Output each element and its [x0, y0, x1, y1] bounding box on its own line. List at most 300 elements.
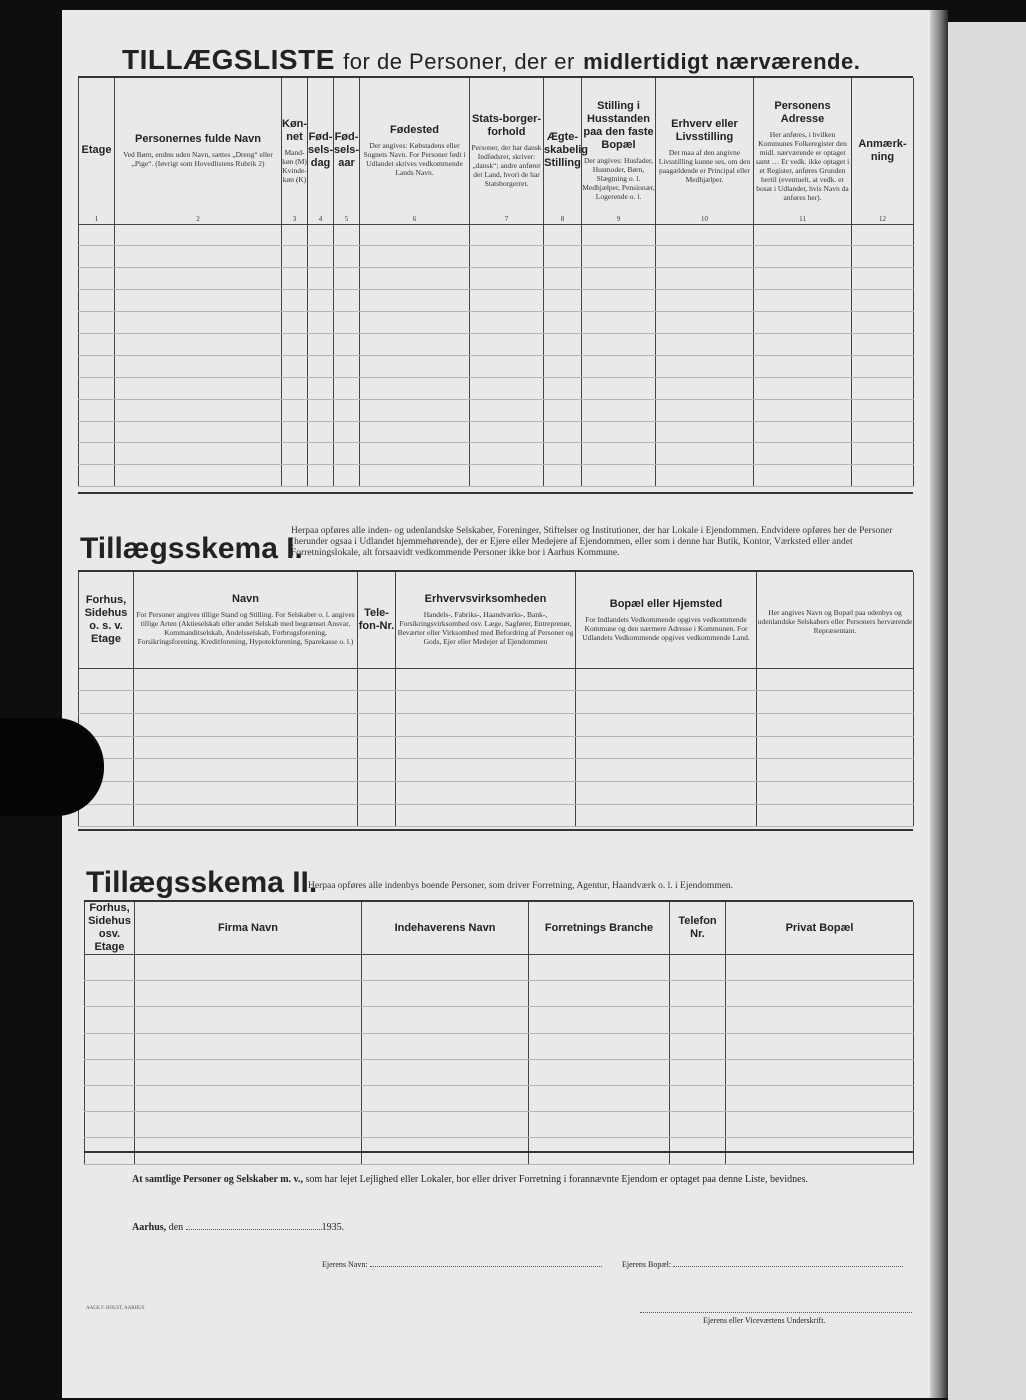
table-cell[interactable]	[582, 465, 656, 487]
table-cell[interactable]	[115, 290, 282, 312]
t1-body-header-10	[656, 78, 754, 224]
table-cell[interactable]	[544, 399, 582, 421]
table-cell[interactable]	[396, 736, 576, 759]
table-cell[interactable]	[470, 443, 544, 465]
table-cell[interactable]	[362, 955, 529, 981]
table-cell[interactable]	[308, 355, 334, 377]
table-cell[interactable]	[529, 1007, 670, 1033]
table-cell[interactable]	[115, 312, 282, 334]
table-cell[interactable]	[544, 377, 582, 399]
table-cell[interactable]	[358, 691, 396, 714]
table-row	[79, 465, 914, 487]
table-cell[interactable]	[85, 1007, 135, 1033]
table-cell[interactable]	[334, 312, 360, 334]
table-cell[interactable]	[544, 268, 582, 290]
column-number: 12	[879, 214, 886, 223]
table-cell[interactable]	[754, 355, 852, 377]
table-cell[interactable]	[308, 333, 334, 355]
t1-body-header-7	[470, 78, 544, 224]
table-cell[interactable]	[134, 804, 358, 827]
table-cell[interactable]	[115, 355, 282, 377]
table-cell[interactable]	[726, 1085, 914, 1111]
column-heading: Navn	[232, 593, 259, 606]
title-emph: midlertidigt nærværende.	[583, 49, 861, 74]
table-cell[interactable]	[362, 1007, 529, 1033]
table-cell[interactable]	[282, 246, 308, 268]
table-row	[85, 1059, 914, 1085]
column-heading: Ægte-skabelig Stilling	[544, 131, 589, 170]
table-cell[interactable]	[656, 290, 754, 312]
table-row	[85, 981, 914, 1007]
table-cell[interactable]	[754, 421, 852, 443]
table-cell[interactable]	[282, 443, 308, 465]
t3-body-header-4	[529, 902, 670, 955]
table-cell[interactable]	[470, 355, 544, 377]
table-cell[interactable]	[582, 246, 656, 268]
table-cell[interactable]	[282, 224, 308, 246]
table-cell[interactable]	[85, 1033, 135, 1059]
t1-body-header-12	[852, 78, 914, 224]
table-cell[interactable]	[754, 246, 852, 268]
table-cell[interactable]	[282, 399, 308, 421]
table-cell[interactable]	[360, 246, 470, 268]
table-cell[interactable]	[656, 333, 754, 355]
table-cell[interactable]	[470, 246, 544, 268]
column-heading: Forhus, Sidehus osv. Etage	[88, 902, 131, 953]
table-cell[interactable]	[576, 736, 757, 759]
table-cell[interactable]	[308, 399, 334, 421]
table-cell[interactable]	[529, 1033, 670, 1059]
t3-body-header-5	[670, 902, 726, 955]
table-cell[interactable]	[308, 443, 334, 465]
t1-body-header-3	[282, 78, 308, 224]
table-cell[interactable]	[334, 268, 360, 290]
table-cell[interactable]	[582, 421, 656, 443]
table-cell[interactable]	[115, 224, 282, 246]
table-cell[interactable]	[726, 1033, 914, 1059]
table-cell[interactable]	[282, 377, 308, 399]
table-cell[interactable]	[334, 465, 360, 487]
table-cell[interactable]	[529, 1112, 670, 1138]
table-cell[interactable]	[852, 355, 914, 377]
t1-body-header-11	[754, 78, 852, 224]
date-field[interactable]	[186, 1220, 322, 1230]
table-cell[interactable]	[134, 759, 358, 782]
table-cell[interactable]	[852, 268, 914, 290]
table-cell[interactable]	[582, 290, 656, 312]
owner-name-field[interactable]	[370, 1257, 602, 1267]
column-note: For Personer angives tillige Stand og Stilling. For Selskaber o. l. angives tillige Arten (Aktieselskab eller andet Selskab med begrænset Ansvar, Kommanditselskab, Andelsselskab, Forbrugsforening, Forsikringsforening, Kreditforening, Hypotekforening, Sparekasse o. l.)	[136, 610, 355, 647]
table-cell[interactable]	[544, 312, 582, 334]
table-row	[85, 1112, 914, 1138]
table-cell[interactable]	[282, 312, 308, 334]
table-cell[interactable]	[670, 1033, 726, 1059]
table-cell[interactable]	[576, 691, 757, 714]
table-cell[interactable]	[360, 443, 470, 465]
table-cell[interactable]	[754, 224, 852, 246]
table-cell[interactable]	[79, 668, 134, 691]
table-cell[interactable]	[544, 465, 582, 487]
table-cell[interactable]	[115, 399, 282, 421]
thumb-shadow	[0, 718, 104, 816]
table-cell[interactable]	[852, 224, 914, 246]
table-cell[interactable]	[582, 399, 656, 421]
table-cell[interactable]	[79, 377, 115, 399]
t1-body-header-6	[360, 78, 470, 224]
table-cell[interactable]	[360, 268, 470, 290]
table-cell[interactable]	[852, 290, 914, 312]
table-cell[interactable]	[362, 981, 529, 1007]
table-cell[interactable]	[757, 759, 914, 782]
t2-body-header-3	[358, 572, 396, 668]
skema2-table	[84, 902, 914, 1165]
column-number: 9	[616, 214, 621, 223]
table-cell[interactable]	[115, 246, 282, 268]
table-cell[interactable]	[282, 465, 308, 487]
table-cell[interactable]	[358, 804, 396, 827]
table-cell[interactable]	[670, 1059, 726, 1085]
column-number: 10	[701, 214, 708, 223]
table-cell[interactable]	[656, 421, 754, 443]
t3-body-header-1	[85, 902, 135, 955]
table-cell[interactable]	[85, 1059, 135, 1085]
table-cell[interactable]	[656, 443, 754, 465]
table-cell[interactable]	[656, 268, 754, 290]
table-cell[interactable]	[360, 333, 470, 355]
table-cell[interactable]	[726, 1007, 914, 1033]
table-cell[interactable]	[852, 312, 914, 334]
table-cell[interactable]	[754, 465, 852, 487]
table-cell[interactable]	[544, 421, 582, 443]
table-row	[79, 246, 914, 268]
table-cell[interactable]	[757, 668, 914, 691]
table-cell[interactable]	[470, 465, 544, 487]
table-cell[interactable]	[115, 443, 282, 465]
table-cell[interactable]	[334, 224, 360, 246]
table-cell[interactable]	[576, 804, 757, 827]
table-cell[interactable]	[670, 981, 726, 1007]
table-cell[interactable]	[135, 955, 362, 981]
table-cell[interactable]	[360, 224, 470, 246]
table-cell[interactable]	[470, 399, 544, 421]
table-cell[interactable]	[334, 399, 360, 421]
adjacent-page	[948, 22, 1026, 1400]
table-cell[interactable]	[360, 465, 470, 487]
table-cell[interactable]	[135, 1085, 362, 1111]
table-cell[interactable]	[582, 377, 656, 399]
column-heading: Fød-sels-dag	[308, 131, 334, 170]
table-cell[interactable]	[79, 691, 134, 714]
table-cell[interactable]	[754, 443, 852, 465]
table-cell[interactable]	[358, 759, 396, 782]
skema1-description: Herpaa opføres alle inden- og udenlandske Selskaber, Foreninger, Stiftelser og Institutioner, der har Lokale i Ejendommen. Endvidere opføres her de Personer (herunder ogsaa i Udlandet hjemmehørende), der er Ejere eller Medejere af Ejendommen, eller som i denne har Butik, Kontor, Værksted eller andet Forretningslokale, alt forsaavidt vedkommende Personer ikke bor i Aarhus Kommune.	[291, 526, 893, 558]
table-cell[interactable]	[334, 355, 360, 377]
column-heading: Erhverv eller Livsstilling	[671, 117, 738, 143]
table-cell[interactable]	[852, 465, 914, 487]
main-list-table	[78, 78, 914, 487]
table-cell[interactable]	[358, 736, 396, 759]
table-cell[interactable]	[362, 1033, 529, 1059]
table-cell[interactable]	[754, 377, 852, 399]
column-number: 5	[344, 214, 349, 223]
table-cell[interactable]	[135, 981, 362, 1007]
table-cell[interactable]	[529, 955, 670, 981]
table-cell[interactable]	[135, 1007, 362, 1033]
column-heading: Forhus, Sidehus o. s. v. Etage	[84, 593, 128, 645]
table-cell[interactable]	[396, 781, 576, 804]
table-cell[interactable]	[79, 224, 115, 246]
table-cell[interactable]	[115, 333, 282, 355]
table-cell[interactable]	[79, 421, 115, 443]
table-cell[interactable]	[308, 465, 334, 487]
table-cell[interactable]	[308, 377, 334, 399]
table-row	[79, 736, 914, 759]
table-row	[79, 804, 914, 827]
table-cell[interactable]	[308, 246, 334, 268]
table-cell[interactable]	[576, 781, 757, 804]
table-cell[interactable]	[358, 668, 396, 691]
table-cell[interactable]	[852, 246, 914, 268]
table-cell[interactable]	[656, 246, 754, 268]
table-cell[interactable]	[544, 333, 582, 355]
table-cell[interactable]	[334, 443, 360, 465]
table-cell[interactable]	[362, 1085, 529, 1111]
table-cell[interactable]	[470, 421, 544, 443]
owner-name-line	[322, 1257, 602, 1269]
table-cell[interactable]	[544, 224, 582, 246]
table-cell[interactable]	[670, 955, 726, 981]
table-cell[interactable]	[360, 421, 470, 443]
column-note: Der angives: Husfader, Husmoder, Børn, Slægtning o. l. Medhjælper, Pensionær, Logerende o. l.	[582, 156, 655, 202]
table-cell[interactable]	[396, 668, 576, 691]
table-cell[interactable]	[582, 333, 656, 355]
table-cell[interactable]	[529, 981, 670, 1007]
table-cell[interactable]	[135, 1112, 362, 1138]
table-cell[interactable]	[396, 759, 576, 782]
table-cell[interactable]	[334, 333, 360, 355]
table-row	[85, 1007, 914, 1033]
table-cell[interactable]	[85, 1085, 135, 1111]
table-cell[interactable]	[656, 224, 754, 246]
table-cell[interactable]	[576, 668, 757, 691]
table-cell[interactable]	[134, 691, 358, 714]
table-cell[interactable]	[85, 981, 135, 1007]
table-cell[interactable]	[544, 355, 582, 377]
table-cell[interactable]	[396, 691, 576, 714]
table-cell[interactable]	[670, 1007, 726, 1033]
table-cell[interactable]	[470, 290, 544, 312]
table-cell[interactable]	[470, 312, 544, 334]
table-cell[interactable]	[79, 268, 115, 290]
table-cell[interactable]	[582, 268, 656, 290]
table-cell[interactable]	[79, 312, 115, 334]
t2-body-header-1	[79, 572, 134, 668]
table-cell[interactable]	[656, 377, 754, 399]
table-cell[interactable]	[334, 290, 360, 312]
table-cell[interactable]	[115, 377, 282, 399]
column-heading: Privat Bopæl	[785, 921, 854, 934]
table-cell[interactable]	[308, 312, 334, 334]
table-cell[interactable]	[656, 355, 754, 377]
table-cell[interactable]	[470, 333, 544, 355]
table-cell[interactable]	[308, 224, 334, 246]
table-cell[interactable]	[726, 1112, 914, 1138]
table-cell[interactable]	[334, 421, 360, 443]
column-number: 11	[799, 214, 806, 223]
table-cell[interactable]	[135, 1033, 362, 1059]
table-cell[interactable]	[115, 268, 282, 290]
table-cell[interactable]	[726, 955, 914, 981]
table-cell[interactable]	[134, 668, 358, 691]
city-label: Aarhus,	[132, 1222, 167, 1233]
skema2-title: Tillægsskema II.	[86, 866, 318, 899]
table-cell[interactable]	[79, 333, 115, 355]
table-cell[interactable]	[308, 268, 334, 290]
table-cell[interactable]	[582, 355, 656, 377]
table-cell[interactable]	[470, 224, 544, 246]
table-cell[interactable]	[544, 246, 582, 268]
table-cell[interactable]	[582, 224, 656, 246]
column-heading: Personens Adresse	[774, 99, 831, 125]
table-cell[interactable]	[754, 333, 852, 355]
owner-name-label: Ejerens Navn:	[322, 1260, 368, 1269]
table-cell[interactable]	[79, 443, 115, 465]
table-cell[interactable]	[308, 290, 334, 312]
column-heading: Firma Navn	[218, 921, 278, 934]
column-note: Her angives Navn og Bopæl paa udenbys og udenlandske Selskabers eller Personers herværende Repræsentant.	[757, 608, 913, 636]
table-row	[79, 333, 914, 355]
table-cell[interactable]	[529, 1085, 670, 1111]
table-cell[interactable]	[79, 246, 115, 268]
table-cell[interactable]	[582, 443, 656, 465]
table-cell[interactable]	[576, 759, 757, 782]
t2-body-header-2	[134, 572, 358, 668]
table-cell[interactable]	[852, 399, 914, 421]
table-cell[interactable]	[396, 713, 576, 736]
table-row	[79, 224, 914, 246]
table-cell[interactable]	[754, 399, 852, 421]
column-number: 2	[196, 214, 200, 223]
table-cell[interactable]	[470, 377, 544, 399]
table-cell[interactable]	[529, 1059, 670, 1085]
table-row	[79, 355, 914, 377]
table-cell[interactable]	[282, 268, 308, 290]
table-cell[interactable]	[754, 312, 852, 334]
table-cell[interactable]	[79, 804, 134, 827]
table-cell[interactable]	[656, 399, 754, 421]
table-cell[interactable]	[308, 421, 334, 443]
attestation-statement	[132, 1174, 808, 1185]
table-cell[interactable]	[360, 355, 470, 377]
table-cell[interactable]	[757, 736, 914, 759]
table-cell[interactable]	[85, 1112, 135, 1138]
column-note: Det maa af den angivne Livsstilling kunne ses, om den paagældende er Principal eller Medhjælper.	[658, 147, 751, 184]
table-row	[79, 759, 914, 782]
table-cell[interactable]	[79, 399, 115, 421]
table-cell[interactable]	[544, 290, 582, 312]
skema2-description: Herpaa opføres alle indenbys boende Personer, som driver Forretning, Agentur, Haandværk o. l. i Ejendommen.	[308, 881, 734, 891]
table-cell[interactable]	[757, 781, 914, 804]
table-cell[interactable]	[79, 355, 115, 377]
table-cell[interactable]	[852, 421, 914, 443]
table-cell[interactable]	[754, 268, 852, 290]
table-cell[interactable]	[757, 691, 914, 714]
table-cell[interactable]	[79, 290, 115, 312]
table-cell[interactable]	[360, 399, 470, 421]
year-label: 1935.	[321, 1222, 345, 1233]
skema1-table	[78, 572, 914, 827]
table-cell[interactable]	[362, 1059, 529, 1085]
table-cell[interactable]	[358, 713, 396, 736]
table-cell[interactable]	[282, 290, 308, 312]
table-cell[interactable]	[852, 377, 914, 399]
table-cell[interactable]	[358, 781, 396, 804]
printer-mark: AAGE F. HOLST, AARHUS	[86, 1306, 145, 1311]
table-cell[interactable]	[544, 443, 582, 465]
column-note: Ved Børn, endnu uden Navn, sættes „Dreng“ eller „Pige“. (Iøvrigt som Hovedlistens Rubrik 2)	[123, 150, 273, 169]
table-row	[79, 312, 914, 334]
owner-address-field[interactable]	[673, 1257, 903, 1267]
column-note: Der angives: Købstadens eller Sognets Navn. For Personer født i Udlandet skrives vedkommende Lands Navn.	[363, 141, 466, 178]
table-cell[interactable]	[282, 333, 308, 355]
title-sub: for de Personer, der er	[343, 49, 575, 74]
t1-body-header-9	[582, 78, 656, 224]
column-number: 4	[318, 214, 323, 223]
table-cell[interactable]	[282, 355, 308, 377]
table-cell[interactable]	[115, 465, 282, 487]
column-heading: Forretnings Branche	[544, 921, 654, 934]
table-cell[interactable]	[79, 465, 115, 487]
table-row	[79, 268, 914, 290]
table-cell[interactable]	[134, 713, 358, 736]
column-heading: Indehaverens Navn	[394, 921, 496, 934]
table-cell[interactable]	[670, 1085, 726, 1111]
table-cell[interactable]	[726, 981, 914, 1007]
table-cell[interactable]	[135, 1059, 362, 1085]
table-cell[interactable]	[360, 312, 470, 334]
table-row	[79, 377, 914, 399]
table-cell[interactable]	[115, 421, 282, 443]
table-cell[interactable]	[670, 1112, 726, 1138]
column-number: 3	[292, 214, 297, 223]
table-cell[interactable]	[656, 465, 754, 487]
table-cell[interactable]	[582, 312, 656, 334]
table-cell[interactable]	[334, 246, 360, 268]
table-cell[interactable]	[360, 290, 470, 312]
table-cell[interactable]	[360, 377, 470, 399]
table-cell[interactable]	[656, 312, 754, 334]
table-cell[interactable]	[134, 781, 358, 804]
table-cell[interactable]	[757, 804, 914, 827]
column-number: 7	[504, 214, 509, 223]
table-cell[interactable]	[282, 421, 308, 443]
table-cell[interactable]	[726, 1059, 914, 1085]
table-row	[85, 1085, 914, 1111]
table-cell[interactable]	[362, 1112, 529, 1138]
table-cell[interactable]	[754, 290, 852, 312]
table-cell[interactable]	[85, 955, 135, 981]
table-cell[interactable]	[852, 333, 914, 355]
table-cell[interactable]	[757, 713, 914, 736]
table-cell[interactable]	[134, 736, 358, 759]
column-heading: Køn-net	[282, 117, 308, 143]
table-cell[interactable]	[852, 443, 914, 465]
table-cell[interactable]	[396, 804, 576, 827]
table-cell[interactable]	[334, 377, 360, 399]
table-cell[interactable]	[576, 713, 757, 736]
table-cell[interactable]	[470, 268, 544, 290]
page-fold	[930, 10, 948, 1398]
